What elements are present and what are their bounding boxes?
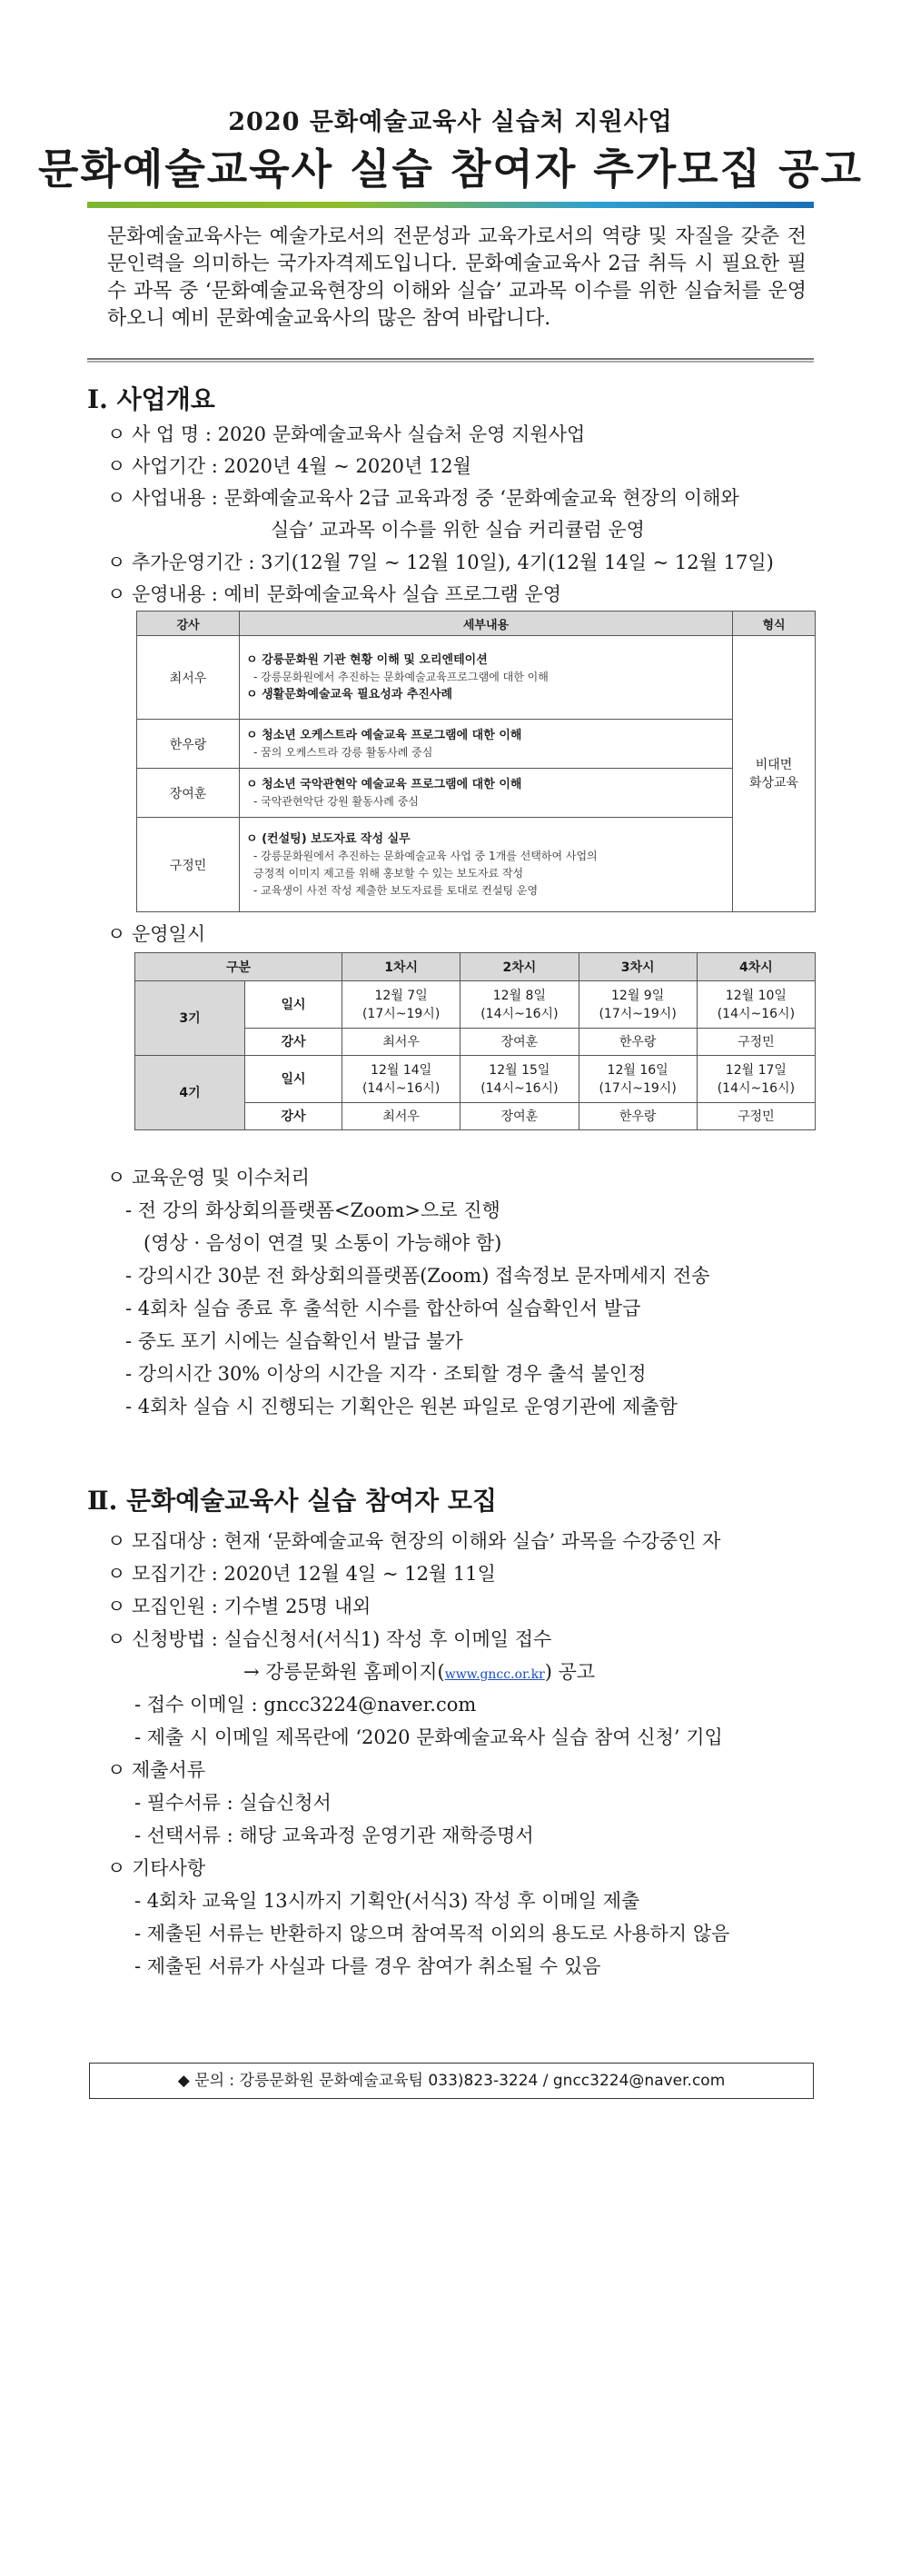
- schedule-header-session: 2차시: [460, 953, 579, 981]
- schedule-header-session: 1차시: [342, 953, 460, 981]
- detail-row: [137, 636, 816, 720]
- extra-period: ㅇ 추가운영기간 : 3기(12월 7일 ~ 12월 10일), 4기(12월 14일 ~ 12월 17일): [107, 552, 774, 573]
- schedule-date-cell: 12월 17일 (14시~16시): [697, 1056, 815, 1103]
- intro-paragraph: 문화예술교육사는 예술가로서의 전문성과 교육가로서의 역량 및 자질을 갖춘 전문인력을 의미하는 국가자격제도입니다. 문화예술교육사 2급 취득 시 필요한 필수 과목 중 ‘문화예술교육현장의 이해와 실습’ 교과목 이수를 위한 실습처를 운영하오니 예비 문화예술교육사의 많은 참여 바랍니다.: [107, 225, 807, 330]
- detail-header-teacher: 강사: [137, 612, 240, 636]
- detail-content-cell: [240, 636, 733, 720]
- detail-row: [137, 769, 816, 818]
- notice-title: 문화예술교육사 실습 참여자 추가모집 공고: [38, 144, 863, 194]
- operation-item: - 4회차 실습 종료 후 출석한 시수를 합산하여 실습확인서 발급: [125, 1298, 641, 1319]
- detail-content-cell: [240, 720, 733, 769]
- detail-item-title: ㅇ (컨설팅) 보도자료 작성 실무: [246, 831, 411, 846]
- etc-item: - 제출된 서류는 반환하지 않으며 참여목적 이외의 용도로 사용하지 않음: [134, 1923, 730, 1944]
- schedule-label-teacher: 강사: [245, 1029, 342, 1056]
- business-content-cont: 실습’ 교과목 이수를 위한 실습 커리큘럼 운영: [271, 519, 645, 541]
- contact-box: ◆ 문의 : 강릉문화원 문화예술교육팀 033)823-3224 / gncc3224@naver.com: [89, 2063, 814, 2099]
- schedule-row-date: [135, 981, 816, 1029]
- etc-label: ㅇ 기타사항: [107, 1857, 206, 1879]
- detail-row: [137, 720, 816, 769]
- recruit-target: ㅇ 모집대상 : 현재 ‘문화예술교육 현장의 이해와 실습’ 과목을 수강중인 자: [107, 1530, 721, 1552]
- detail-item-title: ㅇ 생활문화예술교육 필요성과 추진사례: [246, 688, 453, 701]
- detail-content-cell: [240, 818, 733, 912]
- apply-homepage: [243, 1657, 595, 1685]
- schedule-teacher-cell: 장여훈: [460, 1029, 579, 1056]
- detail-item-sub: - 국악관현악단 강원 활동사례 중심: [253, 794, 419, 808]
- schedule-label-teacher: 강사: [245, 1103, 342, 1130]
- docs-label: ㅇ 제출서류: [107, 1759, 206, 1781]
- recruit-period: ㅇ 모집기간 : 2020년 12월 4일 ~ 12월 11일: [107, 1563, 496, 1585]
- schedule-header-session: 3차시: [579, 953, 697, 981]
- section2-title: Ⅱ. 문화예술교육사 실습 참여자 모집: [87, 1486, 498, 1516]
- detail-item-title: ㅇ 강릉문화원 기관 현황 이해 및 오리엔테이션: [246, 653, 488, 667]
- detail-table: [136, 611, 816, 912]
- schedule-teacher-cell: 구정민: [697, 1029, 815, 1056]
- detail-item-sub: - 꿈의 오케스트라 강릉 활동사례 중심: [253, 745, 433, 759]
- docs-required: - 필수서류 : 실습신청서: [134, 1792, 332, 1814]
- schedule-header-session: 4차시: [697, 953, 815, 981]
- apply-email: - 접수 이메일 : gncc3224@naver.com: [134, 1694, 477, 1716]
- operation-item: (영상 · 음성이 연결 및 소통이 가능해야 함): [144, 1232, 502, 1254]
- operation-label: ㅇ 교육운영 및 이수처리: [107, 1167, 310, 1189]
- detail-row: [137, 818, 816, 912]
- apply-homepage-suffix: ) 공고: [544, 1661, 596, 1683]
- notice-subtitle: 2020 문화예술교육사 실습처 지원사업: [228, 108, 673, 136]
- detail-header-content: 세부내용: [240, 612, 733, 636]
- schedule-label: ㅇ 운영일시: [107, 923, 206, 945]
- section1-title: Ⅰ. 사업개요: [87, 384, 215, 414]
- schedule-teacher-cell: 한우랑: [579, 1103, 697, 1130]
- schedule-date-cell: 12월 8일 (14시~16시): [460, 981, 579, 1029]
- operation-item: - 4회차 실습 시 진행되는 기획안은 원본 파일로 운영기관에 제출함: [125, 1396, 678, 1417]
- schedule-date-cell: 12월 15일 (14시~16시): [460, 1056, 579, 1103]
- detail-teacher-name: 구정민: [137, 818, 240, 912]
- etc-item: - 4회차 교육일 13시까지 기획안(서식3) 작성 후 이메일 제출: [134, 1890, 640, 1912]
- detail-item-sub: - 강릉문화원에서 추진하는 문화예술교육 사업 중 1개를 선택하여 사업의: [253, 849, 598, 862]
- schedule-date-cell: 12월 10일 (14시~16시): [697, 981, 815, 1029]
- schedule-teacher-cell: 최서우: [342, 1029, 460, 1056]
- title-gradient-bar: [87, 202, 814, 208]
- schedule-teacher-cell: 한우랑: [579, 1029, 697, 1056]
- detail-teacher-name: 장여훈: [137, 769, 240, 818]
- detail-item-title: ㅇ 청소년 국악관현악 예술교육 프로그램에 대한 이해: [246, 777, 522, 791]
- apply-email-subject: - 제출 시 이메일 제목란에 ‘2020 문화예술교육사 실습 참여 신청’ 기입: [134, 1726, 723, 1748]
- business-content: ㅇ 사업내용 : 문화예술교육사 2급 교육과정 중 ‘문화예술교육 현장의 이해와: [107, 487, 739, 509]
- operation-item: - 강의시간 30분 전 화상회의플랫폼(Zoom) 접속정보 문자메세지 전송: [125, 1265, 710, 1287]
- operation-item: - 중도 포기 시에는 실습확인서 발급 불가: [125, 1330, 463, 1352]
- schedule-teacher-cell: 장여훈: [460, 1103, 579, 1130]
- schedule-label-date: 일시: [245, 981, 342, 1029]
- schedule-teacher-cell: 구정민: [697, 1103, 815, 1130]
- detail-header-mode: 형식: [733, 612, 816, 636]
- detail-teacher-name: 한우랑: [137, 720, 240, 769]
- schedule-label-date: 일시: [245, 1056, 342, 1103]
- operation-item: - 강의시간 30% 이상의 시간을 지각 · 조퇴할 경우 출석 불인정: [125, 1363, 647, 1385]
- schedule-group-name: 4기: [135, 1056, 245, 1130]
- business-name: ㅇ 사 업 명 : 2020 문화예술교육사 실습처 운영 지원사업: [107, 423, 586, 445]
- detail-item-sub: 긍정적 이미지 제고를 위해 홍보할 수 있는 보도자료 작성: [253, 866, 524, 880]
- schedule-date-cell: 12월 7일 (17시~19시): [342, 981, 460, 1029]
- docs-optional: - 선택서류 : 해당 교육과정 운영기관 재학증명서: [134, 1825, 534, 1846]
- detail-content-cell: [240, 769, 733, 818]
- recruit-count: ㅇ 모집인원 : 기수별 25명 내외: [107, 1596, 371, 1617]
- detail-item-title: ㅇ 청소년 오케스트라 예술교육 프로그램에 대한 이해: [246, 728, 522, 742]
- homepage-link[interactable]: www.gncc.or.kr: [444, 1667, 545, 1682]
- apply-method: ㅇ 신청방법 : 실습신청서(서식1) 작성 후 이메일 접수: [107, 1628, 552, 1650]
- business-period: ㅇ 사업기간 : 2020년 4월 ~ 2020년 12월: [107, 455, 471, 477]
- detail-teacher-name: 최서우: [137, 636, 240, 720]
- etc-item: - 제출된 서류가 사실과 다를 경우 참여가 취소될 수 있음: [134, 1955, 601, 1977]
- schedule-date-cell: 12월 16일 (17시~19시): [579, 1056, 697, 1103]
- schedule-date-cell: 12월 14일 (14시~16시): [342, 1056, 460, 1103]
- apply-homepage-prefix: → 강릉문화원 홈페이지(: [243, 1661, 445, 1683]
- detail-item-sub: - 강릉문화원에서 추진하는 문화예술교육프로그램에 대한 이해: [253, 671, 549, 683]
- schedule-teacher-cell: 최서우: [342, 1103, 460, 1130]
- operation-content: ㅇ 운영내용 : 예비 문화예술교육사 실습 프로그램 운영: [107, 583, 562, 605]
- schedule-table: [134, 952, 816, 1130]
- schedule-header-category: 구분: [135, 953, 342, 981]
- schedule-group-name: 3기: [135, 981, 245, 1056]
- schedule-row-date: [135, 1056, 816, 1103]
- detail-mode: 비대면 화상교육: [733, 636, 816, 912]
- operation-item: - 전 강의 화상회의플랫폼<Zoom>으로 진행: [125, 1199, 500, 1221]
- detail-item-sub: - 교육생이 사전 작성 제출한 보도자료를 토대로 컨설팅 운영: [253, 883, 539, 897]
- intro-divider: [87, 358, 814, 363]
- schedule-date-cell: 12월 9일 (17시~19시): [579, 981, 697, 1029]
